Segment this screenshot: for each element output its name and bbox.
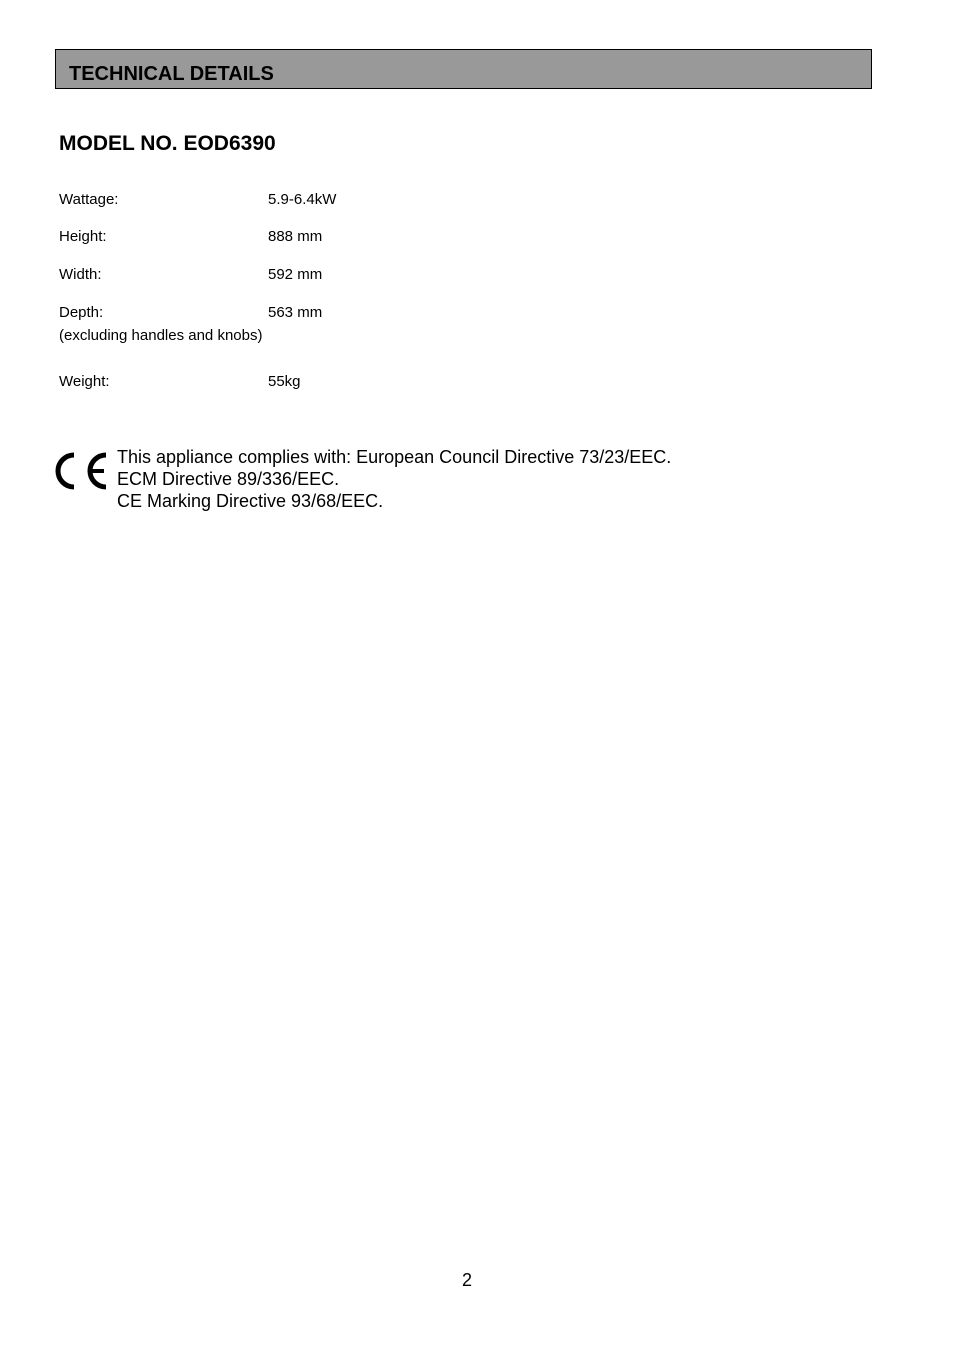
page-number: 2 bbox=[461, 1270, 472, 1290]
compliance-statement bbox=[117, 446, 671, 512]
spec-label-weight: Weight: bbox=[59, 373, 110, 390]
section-title: TECHNICAL DETAILS bbox=[69, 63, 274, 85]
compliance-line-2: ECM Directive 89/336/EEC. bbox=[117, 469, 340, 489]
spec-value-depth: 563 mm bbox=[268, 304, 323, 321]
compliance-line-3: CE Marking Directive 93/68/EEC. bbox=[117, 491, 384, 511]
model-title: MODEL NO. EOD6390 bbox=[59, 132, 276, 155]
spec-note-depth: (excluding handles and knobs) bbox=[59, 327, 263, 344]
spec-value-weight: 55kg bbox=[268, 373, 301, 390]
compliance-line-1: This appliance complies with: European Council Directive 73/23/EEC. bbox=[117, 447, 672, 467]
spec-label-depth: Depth: bbox=[59, 304, 104, 321]
spec-label-wattage: Wattage: bbox=[59, 191, 119, 208]
spec-value-wattage: 5.9-6.4kW bbox=[268, 191, 337, 208]
section-header bbox=[55, 49, 872, 89]
spec-value-width: 592 mm bbox=[268, 266, 323, 283]
spec-label-height: Height: bbox=[59, 228, 107, 245]
spec-label-width: Width: bbox=[59, 266, 102, 283]
ce-mark-icon bbox=[55, 452, 107, 490]
spec-value-height: 888 mm bbox=[268, 228, 323, 245]
